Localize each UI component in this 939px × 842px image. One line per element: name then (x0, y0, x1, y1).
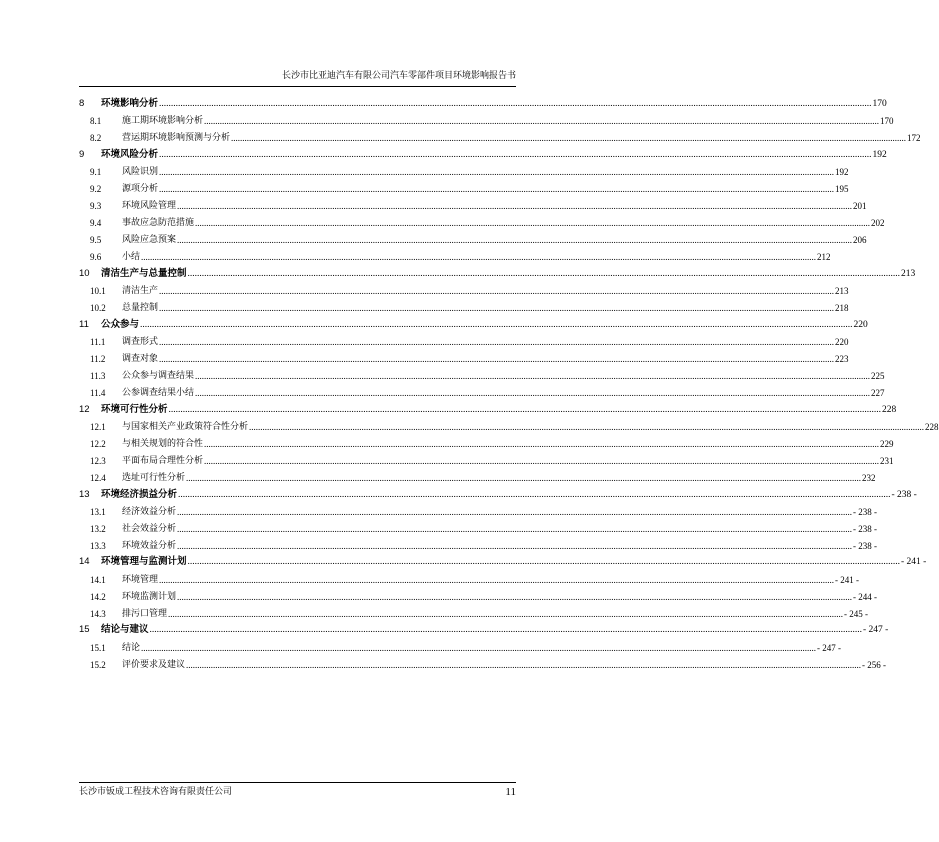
toc-entry-number: 12.1 (90, 421, 106, 432)
dot-leader: ............................................................................................................................................................................................................................................................................................................ (204, 116, 880, 127)
toc-entry-title: 经济效益分析 (122, 506, 177, 517)
toc-entry-number: 14.2 (90, 591, 106, 602)
toc-entry-title: 环境风险管理 (122, 201, 177, 212)
toc-chapter-entry[interactable] (79, 98, 887, 110)
toc-entry-page: 170 (880, 116, 894, 127)
toc-entry-page: 192 (872, 150, 887, 161)
toc-entry-number: 11.3 (90, 370, 106, 381)
toc-entry-page: 201 (853, 201, 867, 212)
page-footer (79, 782, 516, 798)
toc-section-entry[interactable] (79, 115, 894, 127)
toc-entry-title: 清洁生产与总量控制 (101, 267, 187, 279)
toc-section-entry[interactable] (79, 421, 939, 433)
toc-entry-number: 10.1 (90, 286, 106, 297)
toc-entry-title: 事故应急防范措施 (122, 218, 195, 229)
toc-entry-title: 评价要求及建议 (122, 659, 186, 670)
toc-entry-title: 调查形式 (122, 337, 159, 348)
dot-leader: ............................................................................................................................................................................................................................................................................................................ (168, 608, 844, 619)
dot-leader: ............................................................................................................................................................................................................................................................................................................ (177, 234, 853, 245)
toc-section-entry[interactable] (79, 574, 860, 586)
dot-leader: ............................................................................................................................................................................................................................................................................................................ (195, 218, 871, 229)
toc-chapter-entry[interactable] (79, 149, 887, 161)
toc-entry-page: 225 (871, 370, 885, 381)
toc-section-entry[interactable] (79, 370, 885, 382)
dot-leader: ............................................................................................................................................................................................................................................................................................................ (231, 133, 907, 144)
toc-entry-page: - 245 - (844, 608, 869, 619)
toc-section-entry[interactable] (79, 183, 849, 195)
dot-leader: ............................................................................................................................................................................................................................................................................................................ (159, 353, 835, 364)
toc-entry-page: 202 (871, 218, 885, 229)
toc-entry-page: 223 (835, 353, 849, 364)
toc-section-entry[interactable] (79, 608, 869, 620)
toc-entry-page: - 241 - (901, 557, 927, 568)
toc-entry-page: - 238 - (853, 523, 878, 534)
toc-entry-number: 9.5 (90, 234, 102, 245)
toc-entry-page: 192 (835, 167, 849, 178)
dot-leader: ............................................................................................................................................................................................................................................................................................................ (159, 150, 872, 161)
toc-entry-number: 8.2 (90, 133, 102, 144)
toc-entry-title: 公众参与调查结果 (122, 370, 195, 381)
toc-entry-title: 公参调查结果小结 (122, 387, 195, 398)
table-of-contents (79, 98, 939, 676)
toc-entry-title: 源项分析 (122, 184, 159, 195)
toc-entry-page: 195 (835, 184, 849, 195)
header-title: 长沙市比亚迪汽车有限公司汽车零部件项目环境影响报告书 (281, 71, 516, 81)
toc-entry-title: 调查对象 (122, 353, 159, 364)
toc-entry-page: - 247 - (863, 625, 889, 636)
toc-entry-number: 8.1 (90, 116, 102, 127)
dot-leader: ............................................................................................................................................................................................................................................................................................................ (149, 625, 863, 636)
toc-entry-title: 环境影响分析 (101, 98, 159, 109)
toc-entry-page: 170 (872, 99, 887, 109)
page-header (79, 70, 516, 87)
toc-section-entry[interactable] (79, 285, 849, 297)
toc-entry-title: 风险识别 (122, 167, 159, 178)
toc-entry-page: 231 (880, 455, 894, 466)
dot-leader: ............................................................................................................................................................................................................................................................................................................ (177, 201, 853, 212)
toc-entry-number: 14.1 (90, 574, 106, 585)
toc-entry-title: 清洁生产 (122, 286, 159, 297)
toc-entry-number: 12.4 (90, 472, 106, 483)
toc-entry-page: 220 (835, 337, 849, 348)
dot-leader: ............................................................................................................................................................................................................................................................................................................ (177, 591, 853, 602)
toc-section-entry[interactable] (79, 438, 894, 450)
dot-leader: ............................................................................................................................................................................................................................................................................................................ (159, 167, 835, 178)
toc-entry-title: 环境管理 (122, 574, 159, 585)
toc-section-entry[interactable] (79, 387, 885, 399)
toc-section-entry[interactable] (79, 302, 849, 314)
toc-entry-title: 环境可行性分析 (101, 403, 168, 415)
toc-section-entry[interactable] (79, 251, 831, 263)
toc-section-entry[interactable] (79, 472, 876, 484)
toc-entry-title: 与相关规划的符合性 (122, 438, 204, 449)
dot-leader: ............................................................................................................................................................................................................................................................................................................ (187, 268, 901, 279)
toc-entry-page: - 238 - (853, 506, 878, 517)
toc-entry-page: - 241 - (835, 574, 860, 585)
toc-entry-title: 环境经济损益分析 (101, 488, 178, 500)
dot-leader: ............................................................................................................................................................................................................................................................................................................ (186, 472, 862, 483)
toc-entry-number: 15.1 (90, 642, 106, 653)
toc-entry-title: 结论 (122, 642, 141, 653)
toc-entry-page: 228 (882, 404, 897, 415)
toc-entry-page: 213 (835, 286, 849, 297)
toc-section-entry[interactable] (79, 659, 887, 671)
toc-section-entry[interactable] (79, 642, 842, 654)
toc-section-entry[interactable] (79, 353, 849, 365)
toc-entry-number: 12.3 (90, 455, 106, 466)
toc-chapter-entry[interactable] (79, 488, 917, 501)
toc-entry-title: 风险应急预案 (122, 234, 177, 245)
dot-leader: ............................................................................................................................................................................................................................................................................................................ (159, 286, 835, 297)
toc-entry-number: 13.2 (90, 523, 106, 534)
toc-entry-title: 营运期环境影响预测与分析 (122, 133, 231, 144)
dot-leader: ............................................................................................................................................................................................................................................................................................................ (159, 184, 835, 195)
dot-leader: ............................................................................................................................................................................................................................................................................................................ (141, 251, 817, 262)
toc-entry-number: 15 (79, 624, 90, 636)
toc-entry-title: 环境效益分析 (122, 540, 177, 551)
toc-entry-number: 10 (79, 267, 90, 279)
dot-leader: ............................................................................................................................................................................................................................................................................................................ (168, 404, 882, 415)
toc-entry-page: - 238 - (891, 489, 917, 500)
dot-leader: ............................................................................................................................................................................................................................................................................................................ (159, 99, 872, 109)
toc-entry-title: 总量控制 (122, 302, 159, 313)
dot-leader: ............................................................................................................................................................................................................................................................................................................ (159, 574, 835, 585)
toc-entry-number: 8 (79, 98, 85, 109)
toc-entry-number: 11.1 (90, 337, 106, 348)
toc-entry-page: 227 (871, 387, 885, 398)
toc-entry-number: 9.3 (90, 201, 102, 212)
toc-section-entry[interactable] (79, 506, 878, 518)
toc-entry-title: 排污口管理 (122, 608, 168, 619)
toc-entry-number: 9.1 (90, 167, 102, 178)
toc-entry-page: 206 (853, 234, 867, 245)
toc-entry-number: 15.2 (90, 659, 106, 670)
toc-entry-page: - 256 - (862, 659, 887, 670)
toc-entry-number: 9.4 (90, 218, 102, 229)
footer-company: 长沙市钣成工程技术咨询有限责任公司 (79, 787, 233, 797)
toc-entry-number: 9.2 (90, 184, 102, 195)
toc-entry-title: 施工期环境影响分析 (122, 116, 204, 127)
toc-section-entry[interactable] (79, 591, 878, 603)
toc-entry-page: - 247 - (817, 642, 842, 653)
toc-entry-number: 11.2 (90, 353, 106, 364)
toc-entry-number: 14 (79, 556, 90, 568)
dot-leader: ............................................................................................................................................................................................................................................................................................................ (178, 489, 891, 500)
toc-entry-number: 9 (79, 149, 85, 161)
toc-entry-title: 环境风险分析 (101, 149, 159, 161)
toc-entry-page: 213 (901, 268, 916, 279)
toc-entry-title: 公众参与 (101, 318, 140, 330)
dot-leader: ............................................................................................................................................................................................................................................................................................................ (249, 421, 925, 432)
toc-entry-number: 14.3 (90, 608, 106, 619)
dot-leader: ............................................................................................................................................................................................................................................................................................................ (204, 438, 880, 449)
toc-section-entry[interactable] (79, 523, 878, 535)
dot-leader: ............................................................................................................................................................................................................................................................................................................ (177, 506, 853, 517)
toc-entry-page: 232 (862, 472, 876, 483)
toc-entry-page: - 238 - (853, 540, 878, 551)
toc-entry-page: 228 (925, 421, 939, 432)
toc-section-entry[interactable] (79, 234, 867, 246)
dot-leader: ............................................................................................................................................................................................................................................................................................................ (187, 557, 901, 568)
dot-leader: ............................................................................................................................................................................................................................................................................................................ (195, 387, 871, 398)
dot-leader: ............................................................................................................................................................................................................................................................................................................ (141, 642, 817, 653)
toc-section-entry[interactable] (79, 200, 867, 212)
toc-entry-number: 11.4 (90, 387, 106, 398)
dot-leader: ............................................................................................................................................................................................................................................................................................................ (186, 659, 862, 670)
dot-leader: ............................................................................................................................................................................................................................................................................................................ (159, 337, 835, 348)
dot-leader: ............................................................................................................................................................................................................................................................................................................ (159, 302, 835, 313)
dot-leader: ............................................................................................................................................................................................................................................................................................................ (204, 455, 880, 466)
toc-entry-title: 环境管理与监测计划 (101, 556, 187, 568)
toc-section-entry[interactable] (79, 132, 921, 144)
toc-section-entry[interactable] (79, 166, 849, 178)
dot-leader: ............................................................................................................................................................................................................................................................................................................ (177, 523, 853, 534)
toc-entry-number: 12.2 (90, 438, 106, 449)
toc-entry-number: 13 (79, 488, 90, 500)
toc-chapter-entry[interactable] (79, 267, 916, 280)
toc-chapter-entry[interactable] (79, 403, 897, 416)
toc-section-entry[interactable] (79, 455, 894, 467)
toc-entry-number: 13.1 (90, 506, 106, 517)
toc-entry-page: 212 (817, 251, 831, 262)
toc-chapter-entry[interactable] (79, 556, 927, 568)
toc-section-entry[interactable] (79, 540, 878, 552)
toc-section-entry[interactable] (79, 336, 849, 348)
dot-leader: ............................................................................................................................................................................................................................................................................................................ (177, 540, 853, 551)
toc-entry-number: 10.2 (90, 302, 106, 313)
toc-entry-number: 9.6 (90, 251, 102, 262)
toc-entry-title: 选址可行性分析 (122, 472, 186, 483)
dot-leader: ............................................................................................................................................................................................................................................................................................................ (195, 370, 871, 381)
toc-entry-number: 11 (79, 318, 89, 330)
toc-entry-page: 218 (835, 302, 849, 313)
toc-entry-title: 社会效益分析 (122, 523, 177, 534)
toc-entry-title: 结论与建议 (101, 624, 149, 636)
toc-entry-page: - 244 - (853, 591, 878, 602)
toc-entry-title: 平面布局合理性分析 (122, 455, 204, 466)
toc-entry-title: 与国家相关产业政策符合性分析 (122, 421, 249, 432)
toc-chapter-entry[interactable] (79, 318, 868, 331)
page-number: 11 (505, 786, 516, 798)
toc-entry-number: 13.3 (90, 540, 106, 551)
dot-leader: ............................................................................................................................................................................................................................................................................................................ (140, 319, 853, 330)
toc-section-entry[interactable] (79, 217, 885, 229)
toc-entry-title: 小结 (122, 251, 141, 262)
toc-entry-page: 220 (853, 319, 868, 330)
toc-entry-page: 229 (880, 438, 894, 449)
toc-chapter-entry[interactable] (79, 624, 889, 636)
toc-entry-page: 172 (907, 133, 921, 144)
toc-entry-number: 12 (79, 403, 90, 415)
toc-entry-title: 环境监测计划 (122, 591, 177, 602)
